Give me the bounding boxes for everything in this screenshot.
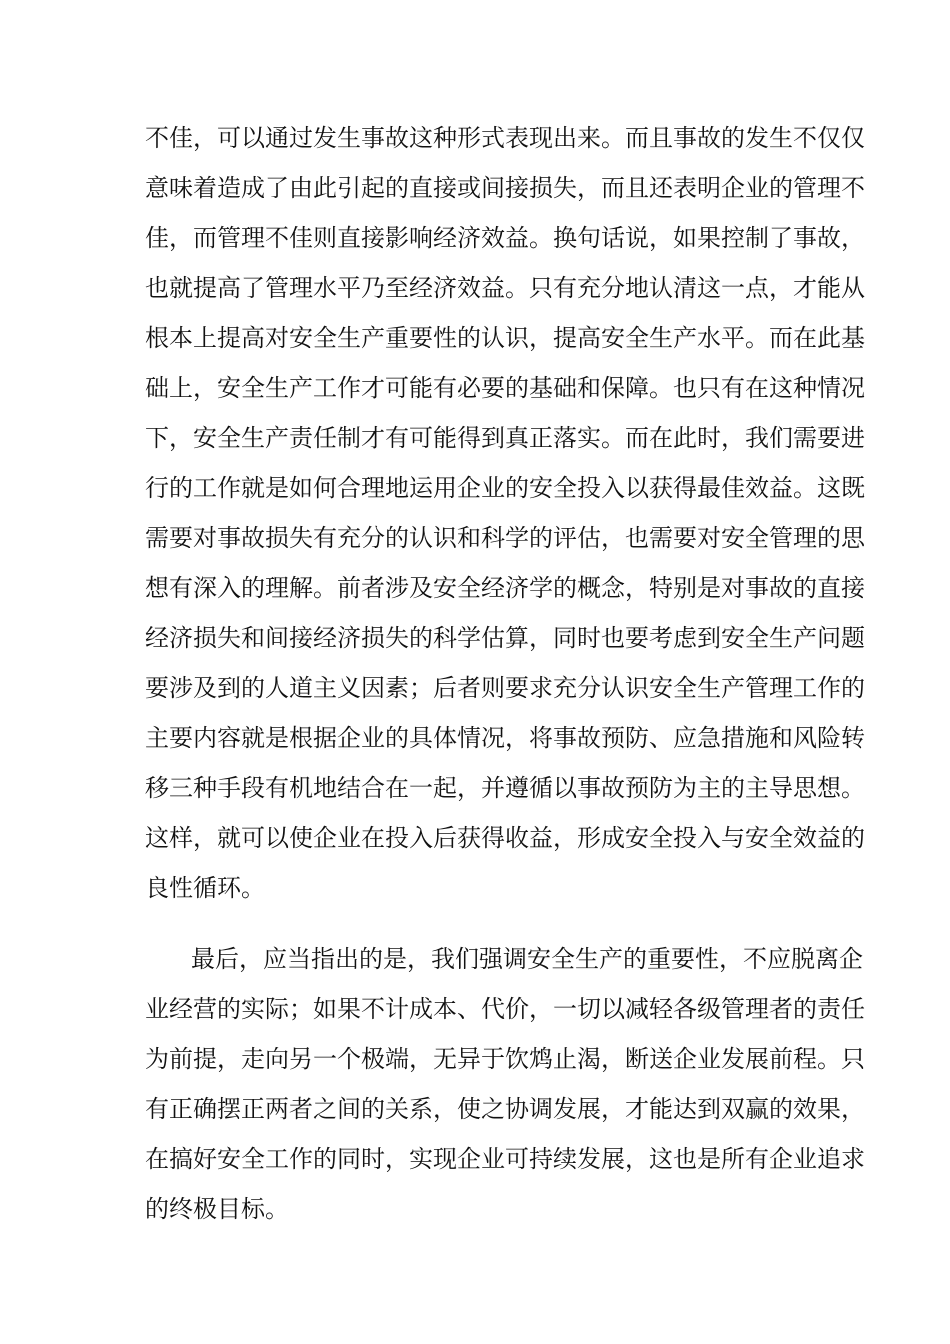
paragraph-line: 行的工作就是如何合理地运用企业的安全投入以获得最佳效益。这既	[145, 474, 865, 502]
paragraph-line: 在搞好安全工作的同时，实现企业可持续发展，这也是所有企业追求	[145, 1145, 865, 1173]
paragraph-line: 下，安全生产责任制才有可能得到真正落实。而在此时，我们需要进	[145, 424, 865, 452]
paragraph-line: 这样，就可以使企业在投入后获得收益，形成安全投入与安全效益的	[145, 824, 865, 852]
paragraph-line: 想有深入的理解。前者涉及安全经济学的概念，特别是对事故的直接	[145, 574, 865, 602]
paragraph-line: 有正确摆正两者之间的关系，使之协调发展，才能达到双赢的效果，	[145, 1095, 865, 1123]
paragraph-line: 需要对事故损失有充分的认识和科学的评估，也需要对安全管理的思	[145, 524, 865, 552]
paragraph-line: 为前提，走向另一个极端，无异于饮鸩止渴，断送企业发展前程。只	[145, 1045, 865, 1073]
paragraph-line: 经济损失和间接经济损失的科学估算，同时也要考虑到安全生产问题	[145, 624, 865, 652]
paragraph-line: 础上，安全生产工作才可能有必要的基础和保障。也只有在这种情况	[145, 374, 865, 402]
paragraph-line: 业经营的实际；如果不计成本、代价，一切以减轻各级管理者的责任	[145, 995, 865, 1023]
paragraph-line: 根本上提高对安全生产重要性的认识，提高安全生产水平。而在此基	[145, 324, 865, 352]
paragraph-line: 要涉及到的人道主义因素；后者则要求充分认识安全生产管理工作的	[145, 674, 865, 702]
paragraph-line: 佳，而管理不佳则直接影响经济效益。换句话说，如果控制了事故，	[145, 224, 865, 252]
paragraph-line: 不佳，可以通过发生事故这种形式表现出来。而且事故的发生不仅仅	[145, 124, 865, 152]
paragraph-line: 良性循环。	[145, 874, 265, 902]
paragraph-line: 的终极目标。	[145, 1195, 289, 1223]
paragraph-line: 也就提高了管理水平乃至经济效益。只有充分地认清这一点，才能从	[145, 274, 865, 302]
paragraph-line: 意味着造成了由此引起的直接或间接损失，而且还表明企业的管理不	[145, 174, 865, 202]
paragraph-line: 主要内容就是根据企业的具体情况，将事故预防、应急措施和风险转	[145, 724, 865, 752]
paragraph-2	[145, 934, 865, 1234]
paragraph-1	[145, 113, 865, 913]
paragraph-line: 最后，应当指出的是，我们强调安全生产的重要性，不应脱离企	[191, 945, 863, 973]
paragraph-line: 移三种手段有机地结合在一起，并遵循以事故预防为主的主导思想。	[145, 774, 865, 802]
